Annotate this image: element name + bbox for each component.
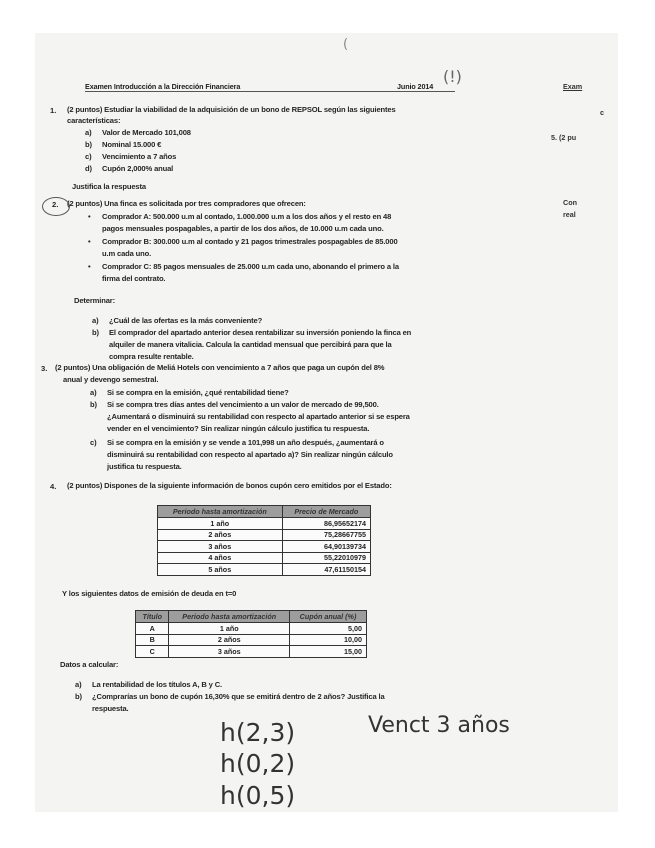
handwritten-h-0-5: h(0,5) (220, 781, 296, 810)
q3-item-c-label: c) (90, 438, 97, 447)
table2-cell-period: 3 años (169, 646, 290, 658)
table-row (158, 518, 371, 530)
table2-cell-coupon: 10,00 (290, 634, 367, 646)
table-row (158, 541, 371, 553)
q4-number: 4. (50, 482, 57, 491)
q4-between-text: Y los siguientes datos de emisión de deuda en t=0 (62, 589, 237, 598)
q2-intro: (2 puntos) Una finca es solicitada por tres compradores que ofrecen: (67, 199, 306, 208)
debt-issue-table (135, 610, 367, 658)
table1-cell-price: 75,28667755 (282, 529, 370, 541)
table1-cell-period: 4 años (158, 552, 283, 564)
q2-item-b-line1: El comprador del apartado anterior desea rentabilizar su inversión poniendo la finca en (109, 328, 412, 337)
table1-cell-price: 55,22010979 (282, 552, 370, 564)
q3-item-c-line2: disminuirá su rentabilidad con respecto al apartado a)? Sin realizar ningún cálculo (107, 450, 393, 459)
q3-line1: (2 puntos) Una obligación de Meliá Hotels con vencimiento a 7 años que paga un cupón del 8% (55, 363, 385, 372)
right-margin (618, 0, 655, 848)
table2-cell-title: A (136, 623, 169, 635)
handwritten-maturity-note: Venct 3 años (368, 713, 510, 738)
q2-buyer-c-line2: firma del contrato. (102, 274, 166, 283)
table2-header-title: Título (136, 611, 169, 623)
q2-item-a-label: a) (92, 316, 99, 325)
table1-cell-period: 5 años (158, 564, 283, 576)
handwritten-h-2-3: h(2,3) (220, 718, 296, 747)
stray-mark: ( (343, 37, 349, 52)
next-page-header-fragment: Exam (563, 82, 583, 91)
q1-item-d-label: d) (85, 164, 92, 173)
q3-item-b-line1: Si se compra tres días antes del vencimiento a un valor de mercado de 99,500. (107, 400, 379, 409)
q4-item-a: La rentabilidad de los títulos A, B y C. (92, 680, 223, 689)
table1-cell-price: 86,95652174 (282, 518, 370, 530)
q3-item-b-label: b) (90, 400, 97, 409)
q3-item-c-line3: justifica tu respuesta. (107, 462, 182, 471)
table-row (158, 552, 371, 564)
table-row (136, 646, 367, 658)
q1-text-line1: (2 puntos) Estudiar la viabilidad de la adquisición de un bono de REPSOL según las siguientes (67, 105, 396, 114)
header-underline (85, 91, 455, 92)
q4-intro: (2 puntos) Dispones de la siguiente información de bonos cupón cero emitidos por el Estado: (67, 481, 392, 490)
table1-header-row (158, 506, 371, 518)
table2-cell-period: 2 años (169, 634, 290, 646)
zero-coupon-bonds-table (157, 505, 371, 576)
q2-buyer-a-line2: pagos mensuales pospagables, a partir de los dos años, de 10.000 u.m cada uno. (102, 224, 384, 233)
q4-calc-label: Datos a calcular: (60, 660, 119, 669)
table2-cell-period: 1 año (169, 623, 290, 635)
q3-item-b-line3: vender en el vencimiento? Sin realizar ningún cálculo justifica tu respuesta. (107, 424, 370, 433)
table1-header-price: Precio de Mercado (282, 506, 370, 518)
table2-cell-coupon: 5,00 (290, 623, 367, 635)
handwritten-h-0-2: h(0,2) (220, 749, 296, 778)
q3-line2: anual y devengo semestral. (63, 375, 159, 384)
q2-item-b-line2: alquiler de manera vitalicia. Calcula la cantidad mensual que percibirá para que la (109, 340, 392, 349)
table-row (158, 529, 371, 541)
exam-header-date: Junio 2014 (397, 82, 434, 91)
table-row (136, 634, 367, 646)
table2-header-coupon: Cupón anual (%) (290, 611, 367, 623)
q1-item-c-label: c) (85, 152, 92, 161)
q1-item-d: Cupón 2,000% anual (102, 164, 174, 173)
q1-text-line2: características: (67, 116, 121, 125)
q2-number: 2. (52, 200, 59, 209)
scanned-exam-page (35, 33, 618, 812)
table-row (136, 623, 367, 635)
table1-cell-period: 2 años (158, 529, 283, 541)
q3-number: 3. (41, 364, 48, 373)
q4-item-b-line2: respuesta. (92, 704, 129, 713)
next-page-q5-fragment: 5. (2 pu (551, 133, 577, 142)
q2-buyer-a-line1: • Comprador A: 500.000 u.m al contado, 1.000.000 u.m a los dos años y el resto en 48 (102, 211, 391, 223)
q2-item-b-label: b) (92, 328, 99, 337)
q1-footer: Justifica la respuesta (72, 182, 146, 191)
table2-cell-title: C (136, 646, 169, 658)
q1-item-b-label: b) (85, 140, 92, 149)
next-page-text-fragment: c (600, 108, 604, 117)
q1-item-a-label: a) (85, 128, 92, 137)
q3-item-c-line1: Si se compra en la emisión y se vende a 101,998 un año después, ¿aumentará o (107, 438, 384, 447)
exam-header-title: Examen Introducción a la Dirección Financiera (85, 82, 241, 91)
q3-item-a-label: a) (90, 388, 97, 397)
q3-item-a: Si se compra en la emisión, ¿qué rentabilidad tiene? (107, 388, 289, 397)
q2-buyer-b-line1: • Comprador B: 300.000 u.m al contado y 21 pagos trimestrales pospagables de 85.000 (102, 236, 398, 248)
table-row (158, 564, 371, 576)
table2-cell-coupon: 15,00 (290, 646, 367, 658)
table1-cell-period: 3 años (158, 541, 283, 553)
next-page-text-fragment: real (563, 210, 576, 219)
q1-item-c: Vencimiento a 7 años (102, 152, 177, 161)
q1-number: 1. (50, 106, 57, 115)
q4-item-b-line1: ¿Comprarías un bono de cupón 16,30% que se emitirá dentro de 2 años? Justifica la (92, 692, 385, 701)
q2-item-a: ¿Cuál de las ofertas es la más conveniente? (109, 316, 263, 325)
q2-determine-label: Determinar: (74, 296, 115, 305)
q4-item-b-label: b) (75, 692, 82, 701)
table1-cell-price: 47,61150154 (282, 564, 370, 576)
q2-item-b-line3: compra resulte rentable. (109, 352, 194, 361)
table2-header-row (136, 611, 367, 623)
table2-cell-title: B (136, 634, 169, 646)
table1-cell-price: 64,90139734 (282, 541, 370, 553)
q1-item-b: Nominal 15.000 € (102, 140, 162, 149)
table1-header-period: Periodo hasta amortización (158, 506, 283, 518)
next-page-text-fragment: Con (563, 198, 577, 207)
q1-item-a: Valor de Mercado 101,008 (102, 128, 191, 137)
header-handwritten-mark: (!) (443, 67, 462, 86)
q4-item-a-label: a) (75, 680, 82, 689)
table2-header-period: Periodo hasta amortización (169, 611, 290, 623)
table1-cell-period: 1 año (158, 518, 283, 530)
q2-buyer-b-line2: u.m cada uno. (102, 249, 152, 258)
q3-item-b-line2: ¿Aumentará o disminuirá su rentabilidad con respecto al apartado anterior si se espera (107, 412, 410, 421)
q2-buyer-c-line1: • Comprador C: 85 pagos mensuales de 25.000 u.m cada uno, abonando el primero a la (102, 261, 399, 273)
